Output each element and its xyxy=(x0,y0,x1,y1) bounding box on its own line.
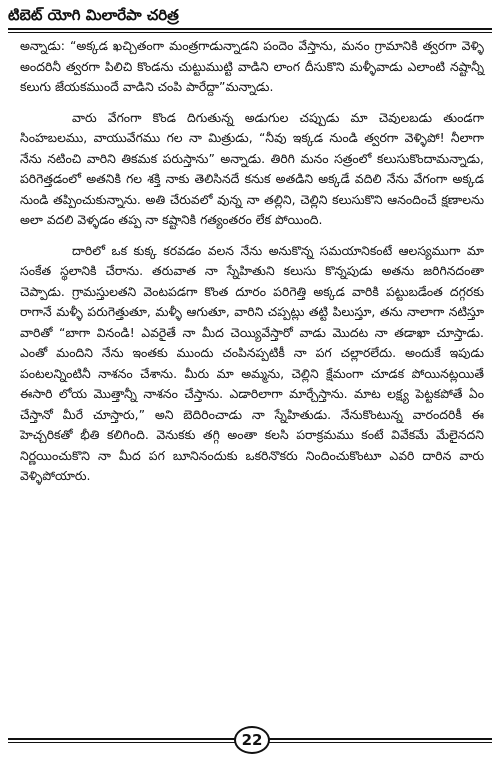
header-rule-thin xyxy=(8,32,492,33)
paragraph-1: అన్నాడు: “అక్కడ ఖచ్చితంగా మంత్రగాడున్నాడని పందెం వేస్తాను, మనం గ్రామానికి త్వరగా వెళ్ళి అందరినీ త్వరగా పిలిచి కొండను చుట్టుముట్టి వాడిని లాంగ దీసుకొని మళ్ళీవాడు ఎలాంటి నష్టాన్నీ కలుగు జేయకముందే వాడిని చంపి పారేద్దా”మన్నాడు. xyxy=(20,38,484,94)
header-rule-thick xyxy=(8,28,492,30)
page-header xyxy=(8,4,492,30)
paragraph-3: దారిలో ఒక కుక్క కరవడం వలన నేను అనుకొన్న సమయానికంటే ఆలస్యముగా మా సంకేత స్థలానికి చేరాను. తరువాత నా స్నేహితుని కలుసు కొన్నపుడు అతను జరిగినదంతా చెప్పాడు. గ్రామస్తులతని వెంటపడగా కొంత దూరం పరిగెత్తి అక్కడ వారికి పట్టుబడేంత దగ్గరకు రాగానే మళ్ళీ పరుగెత్తుతూ, మళ్ళీ ఆగుతూ, వారిని చప్పట్లు తట్టి పిలుస్తూ, తను నాలాగా నటిస్తూ వారితో “బాగా వినండి! ఎవరైతే నా మీద చెయ్యివేస్తారో వాడు మొదట నా తడాఖా చూస్తాడు. ఎంతో మందిని నేను ఇంతకు ముందు చంపినప్పటికీ నా పగ చల్లారలేదు. అందుకే ఇపుడు పంటలన్నింటినీ నాశనం చేశాను. మీరు మా అమ్మను, చెల్లిని క్షేమంగా చూడక పోయినట్లయితే ఈసారి లోయ మొత్తాన్నీ నాశనం చేస్తాను. ఎడారిలాగా మార్చేస్తాను. మాట లక్ష్య పెట్టకపోతే ఏం చేస్తానో మీరే చూస్తారు,” అని బెదిరించాడు నా స్నేహితుడు. నేనుకొంటున్న వారందరికీ ఈ హెచ్చరికతో భీతి కలిగింది. వెనుకకు తగ్గి అంతా కలసి పరాక్రమము కంటే వివేకమే మేలైనదని నిర్ణయించుకొని నా మీద పగ బూనినందుకు ఒకరినొకరు నిందించుకొంటూ ఎవరి దారిన వారు వెళ్ళిపోయారు. xyxy=(20,242,484,483)
page-number: 22 xyxy=(234,726,270,754)
running-title: టిబెట్ యోగి మిలారేపా చరిత్ర xyxy=(8,6,179,24)
paragraph-2: వారు వేగంగా కొండ దిగుతున్న అడుగుల చప్పుడు మా చెవులబడు తుండగా సింహబలము, వాయువేగము గల నా మిత్రుడు, “నీవు ఇక్కడ నుండి త్వరగా వెళ్ళిపో! నీలాగా నేను నటించి వారిని తికమక పరుస్తాను” అన్నాడు. తిరిగి మనం సత్రంలో కలుసుకొందామన్నాడు, పరిగెత్తడంలో అతనికి గల శక్తి నాకు తెలిసినదే కనుక అతడిని అక్కడే వదిలి నేను వేగంగా అక్కడ నుండి తప్పించుకున్నాను. అతి చేరువలో వున్న నా తల్లిని, చెల్లిని కలుసుకొని ఆనందించే క్షణాలను అలా వదలి వెళ్ళడం తప్ప నా కష్టానికి గత్యంతరం లేక పోయింది. xyxy=(20,109,484,227)
body-text xyxy=(20,36,484,497)
page-footer xyxy=(8,724,492,758)
